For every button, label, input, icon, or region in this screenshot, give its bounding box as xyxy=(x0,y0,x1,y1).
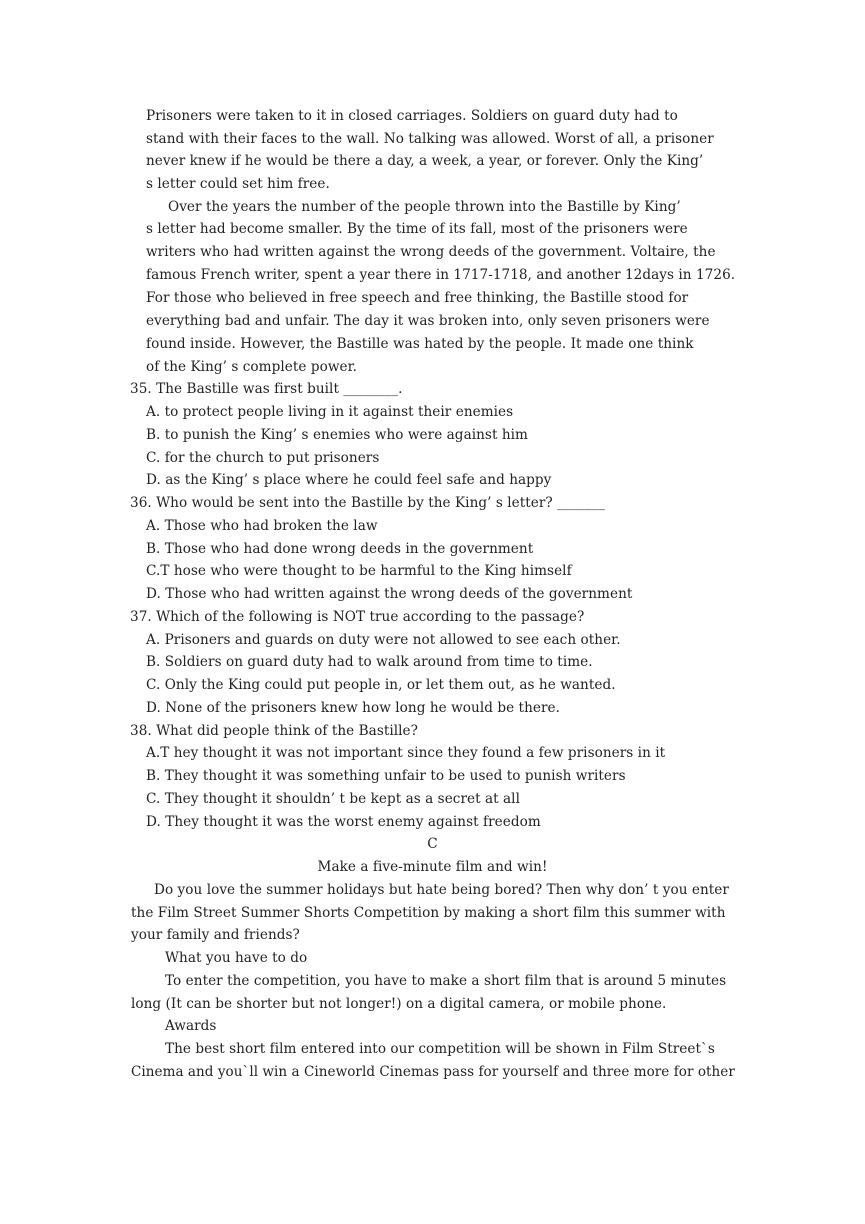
option-35-c: C. for the church to put prisoners xyxy=(146,450,380,466)
option-38-b: B. They thought it was something unfair to be used to punish writers xyxy=(146,768,626,784)
option-38-c: C. They thought it shouldn’ t be kept as a secret at all xyxy=(146,791,520,807)
option-37-d: D. None of the prisoners knew how long he would be there. xyxy=(146,700,560,716)
passage-line: Over the years the number of the people thrown into the Bastille by King’ xyxy=(168,199,681,215)
intro-line: Do you love the summer holidays but hate being bored? Then why don’ t you enter xyxy=(154,882,729,898)
passage-line: s letter had become smaller. By the time of its fall, most of the prisoners were xyxy=(146,221,688,237)
question-stem-35: 35. The Bastille was first built ________. xyxy=(130,381,403,397)
section-letter: C xyxy=(427,836,438,852)
intro-line: the Film Street Summer Shorts Competition by making a short film this summer with xyxy=(131,905,726,921)
passage-line: s letter could set him free. xyxy=(146,176,330,192)
question-stem-37: 37. Which of the following is NOT true according to the passage? xyxy=(130,609,585,625)
option-37-c: C. Only the King could put people in, or let them out, as he wanted. xyxy=(146,677,616,693)
section-title: Make a five-minute film and win! xyxy=(317,859,548,875)
option-36-b: B. Those who had done wrong deeds in the government xyxy=(146,541,534,557)
question-stem-36: 36. Who would be sent into the Bastille by the King’ s letter? _______ xyxy=(130,495,606,511)
passage-line: Prisoners were taken to it in closed carriages. Soldiers on guard duty had to xyxy=(146,108,678,124)
question-stem-38: 38. What did people think of the Bastille? xyxy=(130,723,418,739)
option-37-b: B. Soldiers on guard duty had to walk around from time to time. xyxy=(146,654,593,670)
passage-line: never knew if he would be there a day, a week, a year, or forever. Only the King’ xyxy=(146,153,704,169)
passage-line: of the King’ s complete power. xyxy=(146,359,358,375)
passage-line: For those who believed in free speech and free thinking, the Bastille stood for xyxy=(146,290,689,306)
intro-line: your family and friends? xyxy=(131,927,300,943)
option-36-d: D. Those who had written against the wrong deeds of the government xyxy=(146,586,633,602)
awards-line: The best short film entered into our competition will be shown in Film Street`s xyxy=(165,1041,715,1057)
what-line: To enter the competition, you have to make a short film that is around 5 minutes xyxy=(165,973,727,989)
passage-line: stand with their faces to the wall. No talking was allowed. Worst of all, a prisoner xyxy=(146,131,714,147)
option-36-a: A. Those who had broken the law xyxy=(146,518,378,534)
what-line: long (It can be shorter but not longer!) on a digital camera, or mobile phone. xyxy=(131,996,667,1012)
awards-line: Cinema and you`ll win a Cineworld Cinemas pass for yourself and three more for other xyxy=(131,1064,735,1080)
passage-line: writers who had written against the wrong deeds of the government. Voltaire, the xyxy=(146,244,716,260)
option-36-c: C.T hose who were thought to be harmful to the King himself xyxy=(146,563,572,579)
heading-what-you-have-to-do: What you have to do xyxy=(165,950,308,966)
option-38-d: D. They thought it was the worst enemy against freedom xyxy=(146,814,541,830)
passage-line: famous French writer, spent a year there in 1717-1718, and another 12days in 1726. xyxy=(146,267,736,283)
passage-line: everything bad and unfair. The day it was broken into, only seven prisoners were xyxy=(146,313,710,329)
option-35-b: B. to punish the King’ s enemies who were against him xyxy=(146,427,528,443)
option-37-a: A. Prisoners and guards on duty were not allowed to see each other. xyxy=(146,632,621,648)
option-35-a: A. to protect people living in it against their enemies xyxy=(146,404,514,420)
option-38-a: A.T hey thought it was not important since they found a few prisoners in it xyxy=(146,745,666,761)
option-35-d: D. as the King’ s place where he could feel safe and happy xyxy=(146,472,552,488)
heading-awards: Awards xyxy=(165,1018,217,1034)
passage-line: found inside. However, the Bastille was hated by the people. It made one think xyxy=(146,336,694,352)
